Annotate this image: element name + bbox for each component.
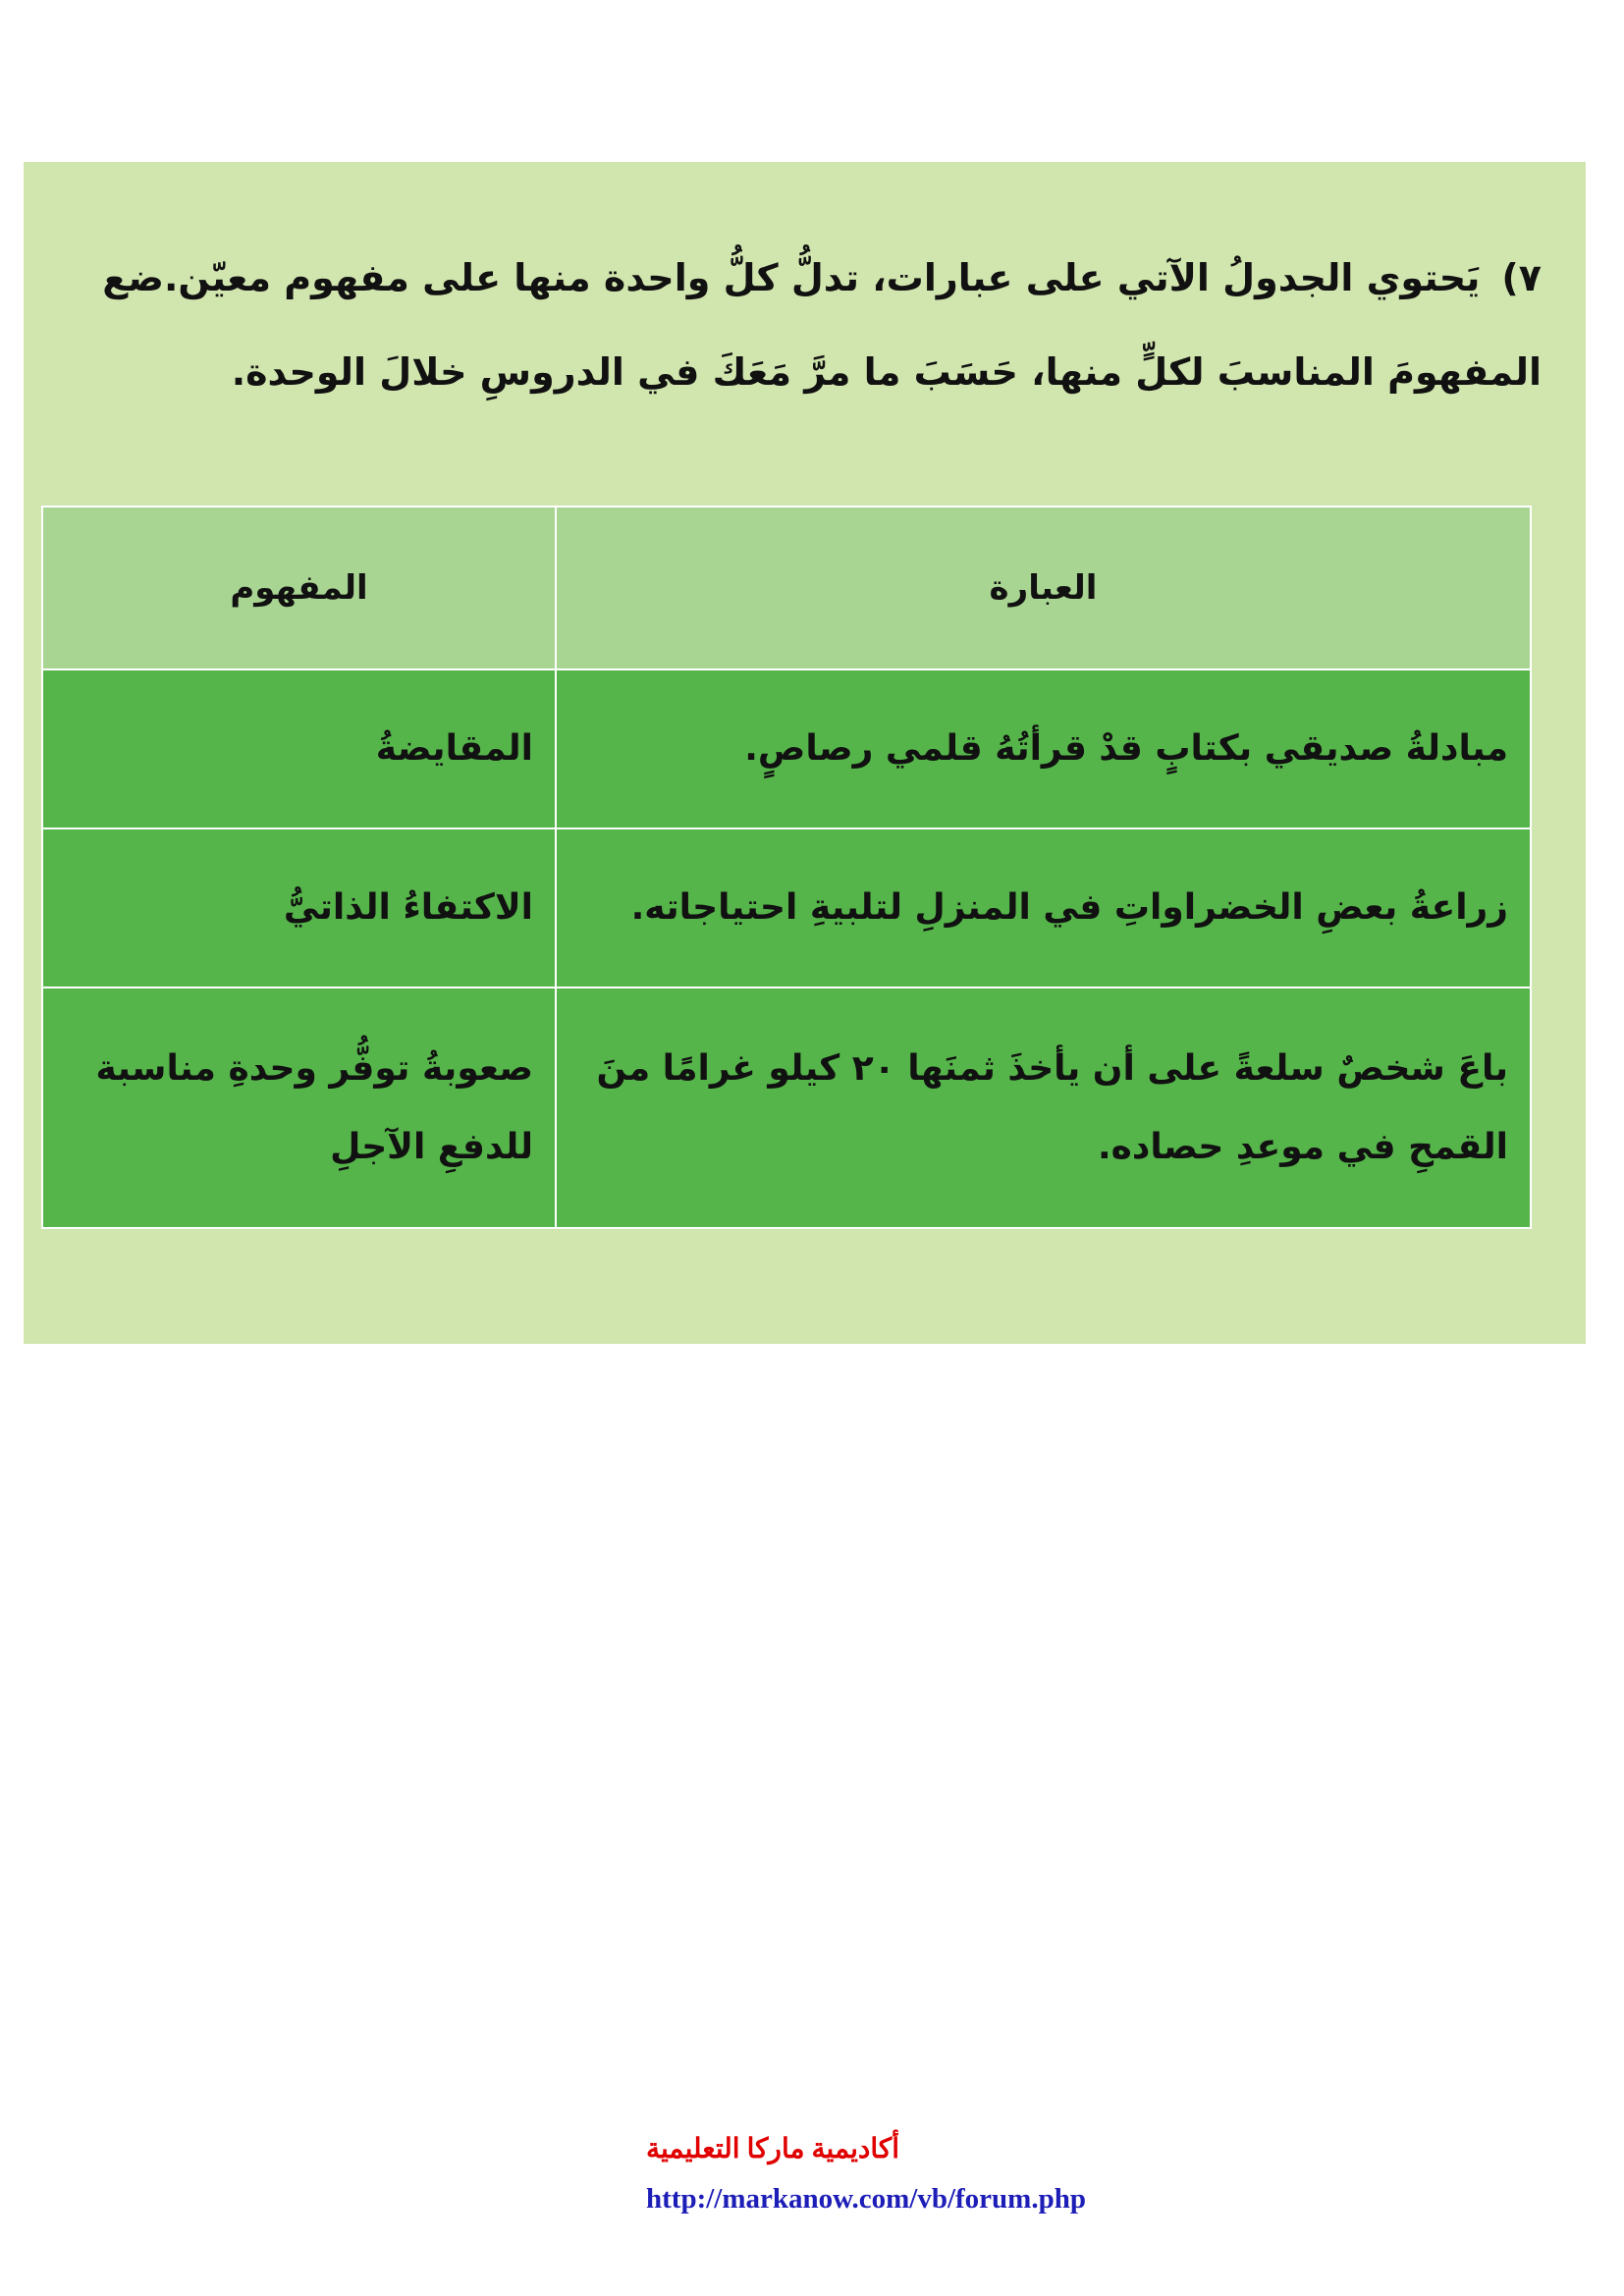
phrase-cell: مبادلةُ صديقي بكتابٍ قدْ قرأتُهُ قلمي رصاصٍ. [556,669,1531,828]
question-text-block [88,231,1542,419]
exercise-panel [24,162,1586,1344]
footer-url-text[interactable]: http://markanow.com/vb/forum.php [646,2183,1086,2215]
concept-cell: المقايضةُ [42,669,556,828]
footer-academy-name [0,2132,1624,2165]
concept-cell: الاكتفاءُ الذاتيُّ [42,828,556,988]
question-number: ٧) [1501,256,1542,299]
question-text: يَحتوي الجدولُ الآتي على عبارات، تدلُّ كلُّ واحدة منها على مفهوم معيّن.ضع المفهومَ المناسبَ لكلٍّ منها، حَسَبَ ما مرَّ مَعَكَ في الدروسِ خلالَ الوحدة. [102,256,1542,394]
phrase-cell: باعَ شخصٌ سلعةً على أن يأخذَ ثمنَها ٢٠ كيلو غرامًا منَ القمحِ في موعدِ حصاده. [556,988,1531,1228]
table-row [42,828,1531,988]
concept-cell: صعوبةُ توفُّر وحدةِ مناسبة للدفعِ الآجلِ [42,988,556,1228]
table-header-row [42,507,1531,669]
header-phrase: العبارة [556,507,1531,669]
table-row [42,669,1531,828]
table-row [42,988,1531,1228]
phrase-cell: زراعةُ بعضِ الخضراواتِ في المنزلِ لتلبيةِ احتياجاته. [556,828,1531,988]
header-concept: المفهوم [42,507,556,669]
concepts-table [41,506,1532,1229]
concepts-table-container [95,506,1532,1227]
footer-title-text: أكاديمية ماركا التعليمية [645,2134,900,2164]
footer-link[interactable] [0,2183,1624,2216]
